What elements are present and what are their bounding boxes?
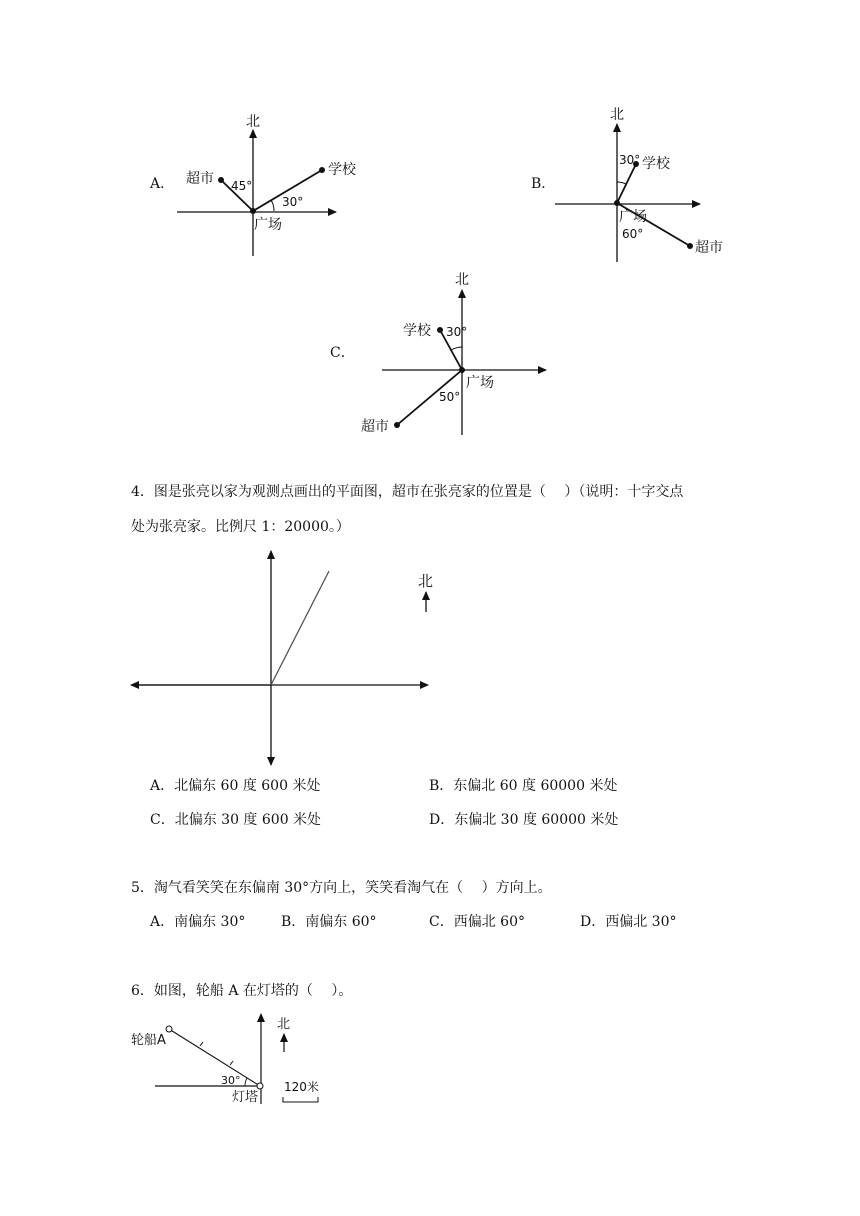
north-label: 北 — [277, 1017, 291, 1032]
point-tower — [257, 1083, 263, 1089]
q5-stem: 5．淘气看笑笑在东偏南 30°方向上，笑笑看淘气在（ ）方向上。 — [131, 880, 552, 896]
ship-label: 轮船A — [131, 1033, 166, 1048]
q5-option-b[interactable]: B．南偏东 60° — [281, 914, 377, 930]
scale-bar — [283, 1097, 318, 1102]
angle-label-1: 30° — [619, 153, 641, 167]
q5-option-d[interactable]: D．西偏北 30° — [580, 914, 677, 930]
north-label: 北 — [418, 572, 434, 590]
square-label: 广场 — [466, 375, 494, 391]
north-label: 北 — [455, 272, 469, 288]
angle-label-2: 60° — [622, 227, 644, 241]
q4-stem-line2: 处为张亮家。比例尺 1：20000。） — [131, 519, 350, 535]
q5-option-a[interactable]: A．南偏东 30° — [150, 914, 246, 930]
angle-label-1: 45° — [231, 179, 253, 193]
north-label: 北 — [246, 114, 260, 130]
ray-ship — [169, 1029, 260, 1086]
square-label: 广场 — [619, 209, 647, 225]
q4-option-b[interactable]: B．东偏北 60 度 60000 米处 — [429, 778, 618, 794]
tick-mark-1 — [200, 1042, 203, 1046]
q4-option-d[interactable]: D．东偏北 30 度 60000 米处 — [429, 812, 619, 828]
market-label: 超市 — [186, 171, 214, 187]
north-label: 北 — [610, 107, 624, 123]
angle-arc — [245, 1078, 247, 1086]
q4-option-c[interactable]: C．北偏东 30 度 600 米处 — [150, 812, 322, 828]
school-label: 学校 — [403, 323, 431, 339]
q5-option-c[interactable]: C．西偏北 60° — [429, 914, 525, 930]
market-label: 超市 — [695, 240, 723, 256]
square-label: 广场 — [254, 217, 282, 233]
school-label: 学校 — [328, 162, 356, 178]
q4-option-a[interactable]: A．北偏东 60 度 600 米处 — [150, 778, 321, 794]
point-ship — [166, 1026, 172, 1032]
q4-stem-line1: 4．图是张亮以家为观测点画出的平面图，超市在张亮家的位置是（ ）（说明：十字交点 — [131, 484, 684, 500]
tick-mark-2 — [230, 1061, 233, 1065]
angle-label-2: 50° — [439, 390, 461, 404]
angle-label: 30° — [221, 1074, 241, 1087]
option-c-letter: C． — [330, 345, 355, 361]
q6-stem: 6．如图，轮船 A 在灯塔的（ ）。 — [131, 983, 353, 999]
school-label: 学校 — [642, 156, 670, 172]
option-b-letter: B． — [531, 176, 556, 192]
option-a-letter: A． — [150, 176, 175, 192]
angle-label-2: 30° — [282, 195, 304, 209]
scale-label: 120米 — [284, 1080, 319, 1094]
tower-label: 灯塔 — [232, 1090, 259, 1105]
angle-label-1: 30° — [446, 325, 468, 339]
market-label: 超市 — [361, 419, 389, 435]
